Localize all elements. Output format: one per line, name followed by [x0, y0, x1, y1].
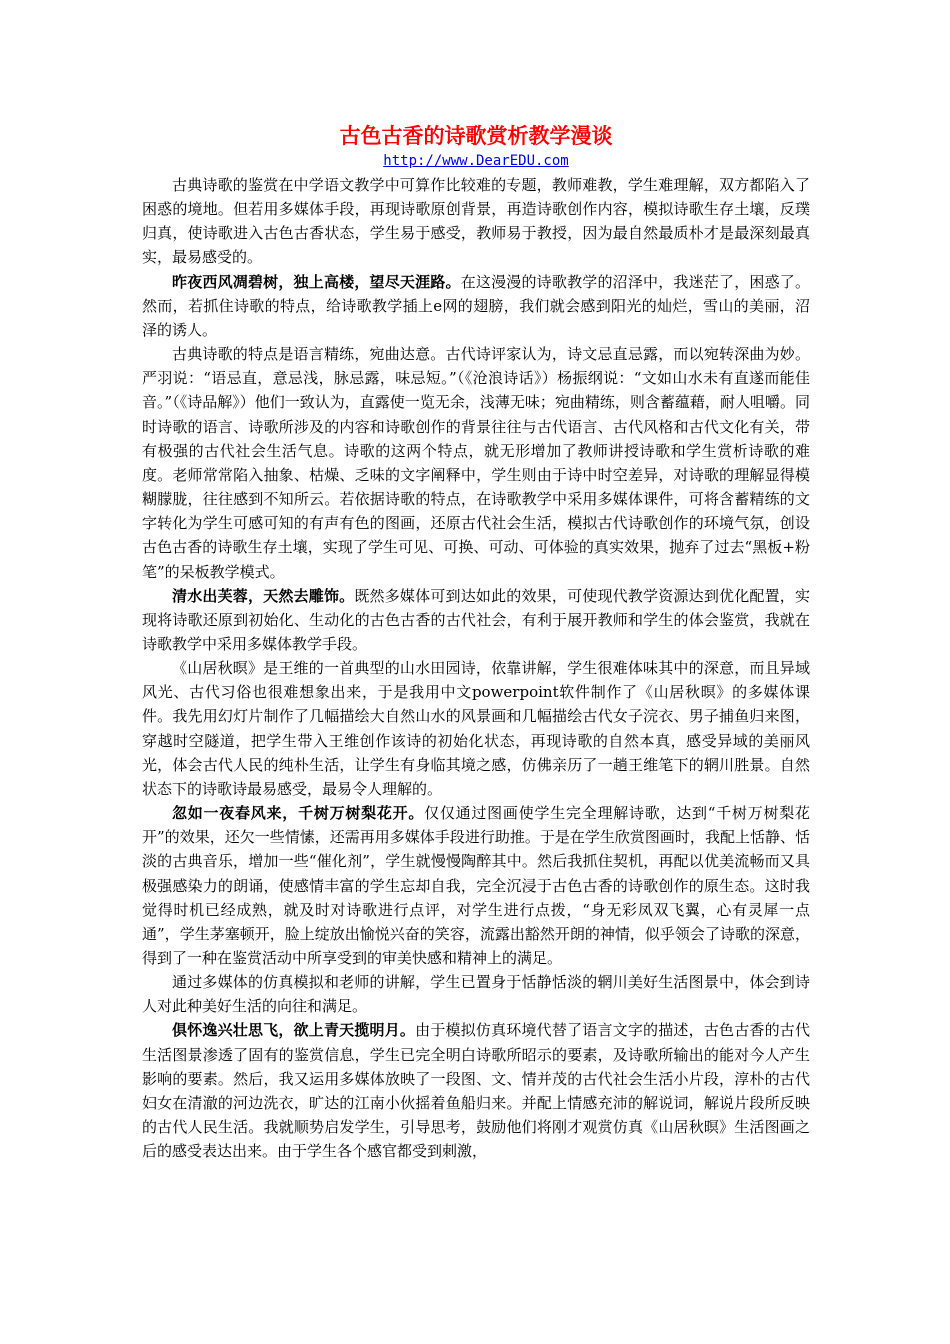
paragraph-text: 古典诗歌的鉴赏在中学语文教学中可算作比较难的专题，教师难教，学生难理解，双方都陷入了困惑的境地。但若用多媒体手段，再现诗歌原创背景，再造诗歌创作内容，模拟诗歌生存土壤，反璞归真，使诗歌进入古色古香状态，学生易于感受，教师易于教授，因为最自然最质朴才是最深刻最真实，最易感受的。 [142, 176, 810, 267]
paragraph-text: 由于模拟仿真环境代替了语言文字的描述，古色古香的古代生活图景渗透了固有的鉴赏信息，学生已完全明白诗歌所昭示的要素，及诗歌所输出的能对今人产生影响的要素。然后，我又运用多媒体放映了一段图、文、情并茂的古代社会生活小片段，淳朴的古代妇女在清澈的河边洗衣，旷达的江南小伙摇着鱼船归来。并配上情感充沛的解说词，解说片段所反映的古代人民生活。我就顺势启发学生，引导思考，鼓励他们将刚才观赏仿真《山居秋暝》生活图画之后的感受表达出来。由于学生各个感官都受到刺激， [142, 1021, 810, 1161]
paragraph-lead: 忽如一夜春风来，千树万树梨花开。 [172, 804, 425, 823]
paragraph [142, 970, 810, 1018]
body-text [142, 173, 810, 1163]
paragraph [142, 584, 810, 656]
source-url-line [142, 150, 810, 172]
paragraph-text: 仅仅通过图画使学生完全理解诗歌，达到“千树万树梨花开”的效果，还欠一些情愫，还需再用多媒体手段进行助推。于是在学生欣赏图画时，我配上恬静、恬淡的古典音乐，增加一些“催化剂”，学生就慢慢陶醉其中。然后我抓住契机，再配以优美流畅而又具极强感染力的朗诵，使感情丰富的学生忘却自我，完全沉浸于古色古香的诗歌创作的原生态。这时我觉得时机已经成熟，就及时对诗歌进行点评，对学生进行点拨，“身无彩凤双飞翼，心有灵犀一点通”，学生茅塞顿开，脸上绽放出愉悦兴奋的笑容，流露出豁然开朗的神情，似乎领会了诗歌的深意，得到了一种在鉴赏活动中所享受到的审美快感和精神上的满足。 [142, 804, 810, 967]
paragraph-text: 古典诗歌的特点是语言精练，宛曲达意。古代诗评家认为，诗文忌直忌露，而以宛转深曲为妙。严羽说：“语忌直，意忌浅，脉忌露，味忌短。”（《沧浪诗话》）杨振纲说：“文如山水未有直遂而能佳音。”（《诗品解》）他们一致认为，直露使一览无余，浅薄无味；宛曲精练，则含蓄蕴藉，耐人咀嚼。同时诗歌的语言、诗歌所涉及的内容和诗歌创作的背景往往与古代语言、古代风格和古代文化有关，带有极强的古代社会生活气息。诗歌的这两个特点，就无形增加了教师讲授诗歌和学生赏析诗歌的难度。老师常常陷入抽象、枯燥、乏味的文字阐释中，学生则由于诗中时空差异，对诗歌的理解显得模糊朦胧，往往感到不知所云。若依据诗歌的特点，在诗歌教学中采用多媒体课件，可将含蓄精练的文字转化为学生可感可知的有声有色的图画，还原古代社会生活，模拟古代诗歌创作的环境气氛，创设古色古香的诗歌生存土壤，实现了学生可见、可换、可动、可体验的真实效果，抛弃了过去“黑板+粉笔”的呆板教学模式。 [142, 345, 810, 581]
paragraph-lead: 昨夜西风凋碧树，独上高楼，望尽天涯路。 [172, 272, 461, 291]
document-title: 古色古香的诗歌赏析教学漫谈 [339, 123, 613, 148]
paragraph-lead: 俱怀逸兴壮思飞，欲上青天揽明月。 [172, 1021, 416, 1040]
paragraph-text: 在这漫漫的诗歌教学的沼泽中，我迷茫了，困惑了。然而，若抓住诗歌的特点，给诗歌教学插上e网的翅膀，我们就会感到阳光的灿烂，雪山的美丽，沼泽的诱人。 [142, 272, 810, 339]
paragraph [142, 1018, 810, 1163]
document-page [142, 118, 810, 1163]
paragraph [142, 270, 810, 342]
paragraph-text: 《山居秋暝》是王维的一首典型的山水田园诗，依靠讲解，学生很难体味其中的深意，而且异域风光、古代习俗也很难想象出来，于是我用中文powerpoint软件制作了《山居秋暝》的多媒体课件。我先用幻灯片制作了几幅描绘大自然山水的风景画和几幅描绘古代女子浣衣、男子捕鱼归来图，穿越时空隧道，把学生带入王维创作该诗的初始化状态，再现诗歌的自然本真，感受异域的美丽风光，体会古代人民的纯朴生活，让学生有身临其境之感，仿佛亲历了一趟王维笔下的辋川胜景。自然状态下的诗歌诗最易感受，最易令人理解的。 [142, 659, 810, 798]
paragraph [142, 656, 810, 801]
paragraph [142, 173, 810, 270]
paragraph-lead: 清水出芙蓉，天然去雕饰。 [172, 586, 355, 605]
paragraph-text: 通过多媒体的仿真模拟和老师的讲解，学生已置身于恬静恬淡的辋川美好生活图景中，体会到诗人对此种美好生活的向往和满足。 [142, 973, 810, 1016]
paragraph-text: 既然多媒体可到达如此的效果，可使现代教学资源达到优化配置，实现将诗歌还原到初始化、生动化的古色古香的古代社会，有利于展开教师和学生的体会鉴赏，我就在诗歌教学中采用多媒体教学手段。 [142, 586, 810, 653]
paragraph [142, 342, 810, 584]
paragraph [142, 801, 810, 970]
source-url-link[interactable]: http://www.DearEDU.com [383, 153, 569, 169]
